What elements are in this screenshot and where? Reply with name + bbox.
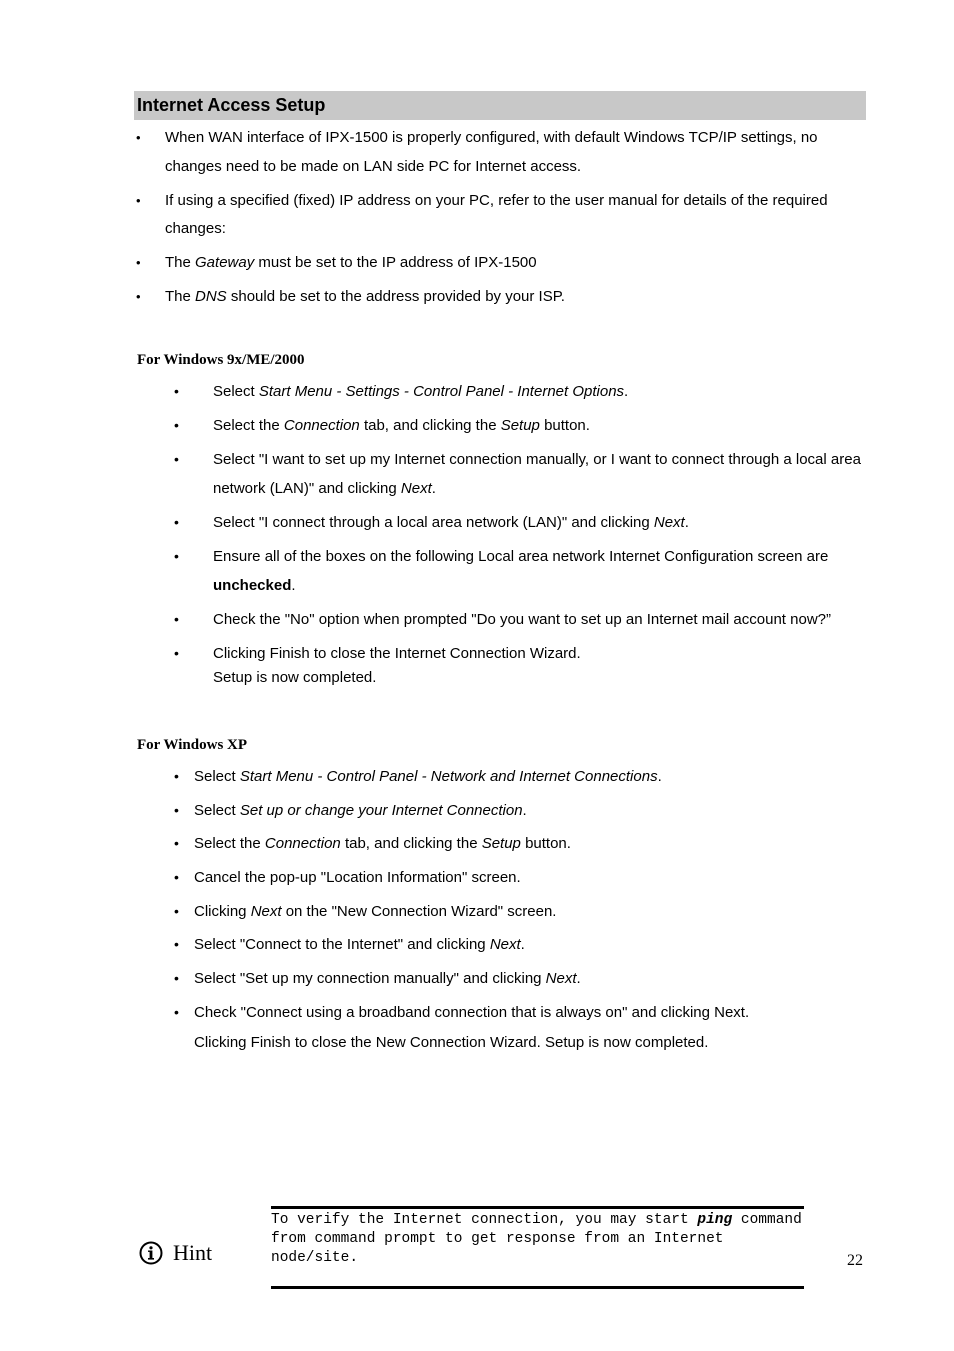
list-item-text: unchecked bbox=[213, 577, 292, 594]
list-item bbox=[134, 124, 866, 181]
bullet-glyph: • bbox=[174, 611, 179, 627]
list-item-text: Check the "No" option when prompted "Do you want to set up an Internet mail account now?” bbox=[213, 611, 831, 628]
list-item-text: tab, and clicking the bbox=[340, 835, 482, 853]
list-item bbox=[174, 998, 866, 1027]
list-item-text: DNS bbox=[195, 288, 227, 305]
list-item bbox=[174, 411, 866, 440]
bullet-glyph: • bbox=[174, 835, 179, 852]
winxp-steps-list bbox=[174, 762, 866, 1032]
list-item-text: Start Menu - Settings - Control Panel - Internet Options bbox=[258, 383, 625, 400]
list-item-text: . bbox=[291, 577, 296, 594]
bullet-glyph: • bbox=[136, 130, 141, 145]
list-item-text: Next bbox=[400, 480, 432, 497]
list-item bbox=[174, 897, 866, 926]
list-item-text: Select bbox=[213, 383, 259, 400]
bullet-glyph: • bbox=[174, 970, 179, 987]
list-item-text: . bbox=[657, 768, 662, 785]
list-item-text: Select "I want to set up my Internet connection manually, or I want to connect through a local area network (LAN)" and clicking bbox=[213, 451, 861, 497]
bullet-glyph: • bbox=[136, 255, 141, 270]
list-item-text: Select bbox=[194, 768, 240, 785]
list-item-text: . bbox=[522, 801, 527, 819]
bullet-glyph: • bbox=[136, 192, 141, 208]
list-item bbox=[174, 542, 866, 600]
list-item-text: . bbox=[624, 383, 629, 400]
win9x-completion: Setup is now completed. bbox=[213, 669, 377, 686]
list-item-text: . bbox=[576, 970, 581, 988]
bullet-glyph: • bbox=[174, 801, 179, 818]
list-item-text: Next bbox=[653, 514, 685, 531]
list-item-text: Select "Set up my connection manually" and clicking bbox=[194, 970, 546, 988]
list-item-text: must be set to the IP address of IPX-1500 bbox=[254, 254, 537, 271]
list-item bbox=[174, 796, 866, 825]
list-item bbox=[134, 187, 866, 244]
list-item-text: The bbox=[165, 288, 196, 305]
list-item-text: Check "Connect using a broadband connection that is always on" and clicking Next. bbox=[194, 1003, 750, 1021]
bullet-glyph: • bbox=[174, 645, 179, 661]
list-item-text: Gateway bbox=[195, 254, 255, 271]
list-item-text: button. bbox=[539, 417, 590, 434]
list-item bbox=[134, 283, 866, 312]
list-item bbox=[174, 762, 866, 791]
list-item-text: . bbox=[431, 480, 436, 497]
list-item-text: Select the bbox=[194, 835, 265, 853]
bullet-glyph: • bbox=[174, 548, 179, 564]
bullet-glyph: • bbox=[174, 869, 179, 886]
bullet-glyph: • bbox=[174, 1003, 179, 1020]
list-item-text: Select bbox=[194, 801, 240, 819]
hint-text bbox=[271, 1211, 811, 1268]
info-circle-icon bbox=[139, 1241, 163, 1265]
list-item-text: Connection bbox=[264, 835, 341, 853]
list-item bbox=[174, 605, 866, 634]
bullet-glyph: • bbox=[174, 902, 179, 919]
win9x-steps-list bbox=[174, 377, 866, 673]
hint-command: ping bbox=[697, 1212, 733, 1228]
list-item-text: tab, and clicking the bbox=[359, 417, 501, 434]
winxp-completion: Clicking Finish to close the New Connection Wizard. Setup is now completed. bbox=[194, 1034, 709, 1051]
list-item-text: . bbox=[520, 936, 525, 954]
hint-label: Hint bbox=[173, 1240, 213, 1265]
list-item-text: Next bbox=[250, 902, 282, 920]
win9x-heading: For Windows 9x/ME/2000 bbox=[137, 352, 305, 368]
list-item-text: Cancel the pop-up "Location Information" screen. bbox=[194, 869, 521, 887]
page-number: 22 bbox=[847, 1252, 863, 1269]
list-item-text: Select the bbox=[213, 417, 284, 434]
list-item-text: Clicking bbox=[194, 902, 251, 920]
bullet-glyph: • bbox=[174, 768, 179, 784]
list-item bbox=[174, 863, 866, 892]
list-item-text: Next bbox=[545, 970, 577, 988]
list-item bbox=[174, 639, 866, 668]
list-item-text: should be set to the address provided by your ISP. bbox=[226, 288, 565, 305]
list-item bbox=[174, 377, 866, 406]
list-item-text: Ensure all of the boxes on the following Local area network Internet Configuration screen are bbox=[213, 548, 829, 565]
list-item bbox=[174, 930, 866, 959]
bullet-glyph: • bbox=[174, 936, 179, 953]
list-item-text: Setup bbox=[500, 417, 540, 434]
list-item-text: Set up or change your Internet Connection bbox=[239, 801, 523, 819]
list-item-text: Setup bbox=[481, 835, 521, 853]
list-item-text: on the "New Connection Wizard" screen. bbox=[281, 902, 557, 920]
list-item-text: Next bbox=[489, 936, 521, 954]
section-title: Internet Access Setup bbox=[134, 91, 866, 120]
bullet-glyph: • bbox=[174, 451, 179, 467]
list-item-text: Select "Connect to the Internet" and clicking bbox=[194, 936, 490, 954]
list-item-text: The bbox=[165, 254, 196, 271]
hint-text-before: To verify the Internet connection, you may start bbox=[271, 1212, 698, 1228]
list-item bbox=[174, 445, 866, 503]
bullet-glyph: • bbox=[174, 417, 179, 433]
list-item bbox=[134, 249, 866, 278]
list-item-text: Clicking Finish to close the Internet Connection Wizard. bbox=[213, 645, 581, 662]
list-item-text: If using a specified (fixed) IP address on your PC, refer to the user manual for details of the required changes: bbox=[165, 191, 828, 237]
list-item-text: When WAN interface of IPX-1500 is properly configured, with default Windows TCP/IP settings, no changes need to be made on LAN side PC for Internet access. bbox=[165, 129, 818, 175]
list-item-text: Start Menu - Control Panel - Network and Internet Connections bbox=[239, 768, 658, 785]
list-item bbox=[174, 508, 866, 537]
list-item-text: . bbox=[684, 514, 689, 531]
list-item bbox=[174, 829, 866, 858]
list-item-text: Select "I connect through a local area network (LAN)" and clicking bbox=[213, 514, 654, 531]
list-item bbox=[174, 964, 866, 993]
hint-text-after: command from command prompt to get response from an Internet node/site. bbox=[271, 1212, 802, 1266]
winxp-heading: For Windows XP bbox=[137, 737, 248, 753]
list-item-text: Connection bbox=[283, 417, 360, 434]
bullet-glyph: • bbox=[174, 383, 179, 399]
bullet-glyph: • bbox=[174, 514, 179, 530]
list-item-text: button. bbox=[520, 835, 571, 853]
intro-bullet-list bbox=[134, 124, 866, 317]
bullet-glyph: • bbox=[136, 289, 141, 304]
